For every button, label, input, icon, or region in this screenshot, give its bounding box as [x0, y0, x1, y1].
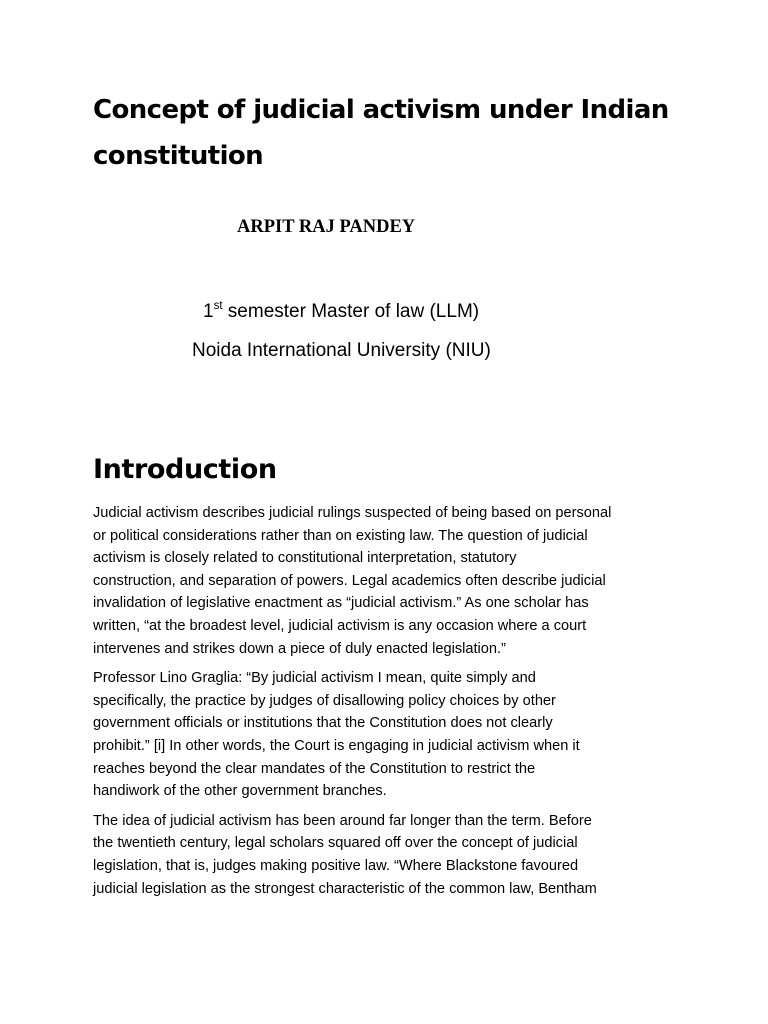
semester-ordinal-suffix: st [213, 300, 223, 312]
document-title [93, 87, 693, 179]
document-title-line: constitution [93, 141, 264, 171]
text-line: the twentieth century, legal scholars squared off over the concept of judicial [93, 835, 578, 852]
paragraph [93, 810, 683, 900]
text-line: invalidation of legislative enactment as “judicial activism.” As one scholar has [93, 595, 589, 612]
section-heading-introduction: Introduction [93, 454, 277, 485]
university-name: Noida International University (NIU) [192, 340, 491, 361]
text-line: The idea of judicial activism has been around far longer than the term. Before [93, 812, 592, 829]
text-line: reaches beyond the clear mandates of the Constitution to restrict the [93, 760, 536, 777]
text-line: activism is closely related to constitutional interpretation, statutory [93, 550, 517, 567]
text-line: Professor Lino Graglia: “By judicial activism I mean, quite simply and [93, 670, 536, 687]
text-line: handiwork of the other government branches. [93, 783, 387, 800]
text-line: government officials or institutions that the Constitution does not clearly [93, 715, 553, 732]
text-line: prohibit.” [i] In other words, the Court is engaging in judicial activism when it [93, 737, 580, 754]
document-title-line: Concept of judicial activism under Indian [93, 95, 669, 125]
text-line: legislation, that is, judges making positive law. “Where Blackstone favoured [93, 857, 579, 874]
text-line: Judicial activism describes judicial rulings suspected of being based on personal [93, 505, 612, 521]
text-line: judicial legislation as the strongest characteristic of the common law, Bentham [93, 880, 597, 897]
text-line: or political considerations rather than on existing law. The question of judicial [93, 527, 588, 544]
paragraph [93, 502, 683, 660]
author-name: ARPIT RAJ PANDEY [237, 217, 416, 237]
paragraph [93, 667, 683, 803]
text-line: intervenes and strikes down a piece of duly enacted legislation.” [93, 640, 506, 657]
text-line: written, “at the broadest level, judicial activism is any occasion where a court [93, 617, 587, 634]
semester-line [203, 300, 479, 324]
semester-number: 1 [203, 301, 214, 322]
text-line: construction, and separation of powers. Legal academics often describe judicial [93, 572, 606, 589]
introduction-body [93, 502, 683, 907]
text-line: specifically, the practice by judges of disallowing policy choices by other [93, 692, 556, 709]
semester-program: semester Master of law (LLM) [222, 301, 480, 322]
